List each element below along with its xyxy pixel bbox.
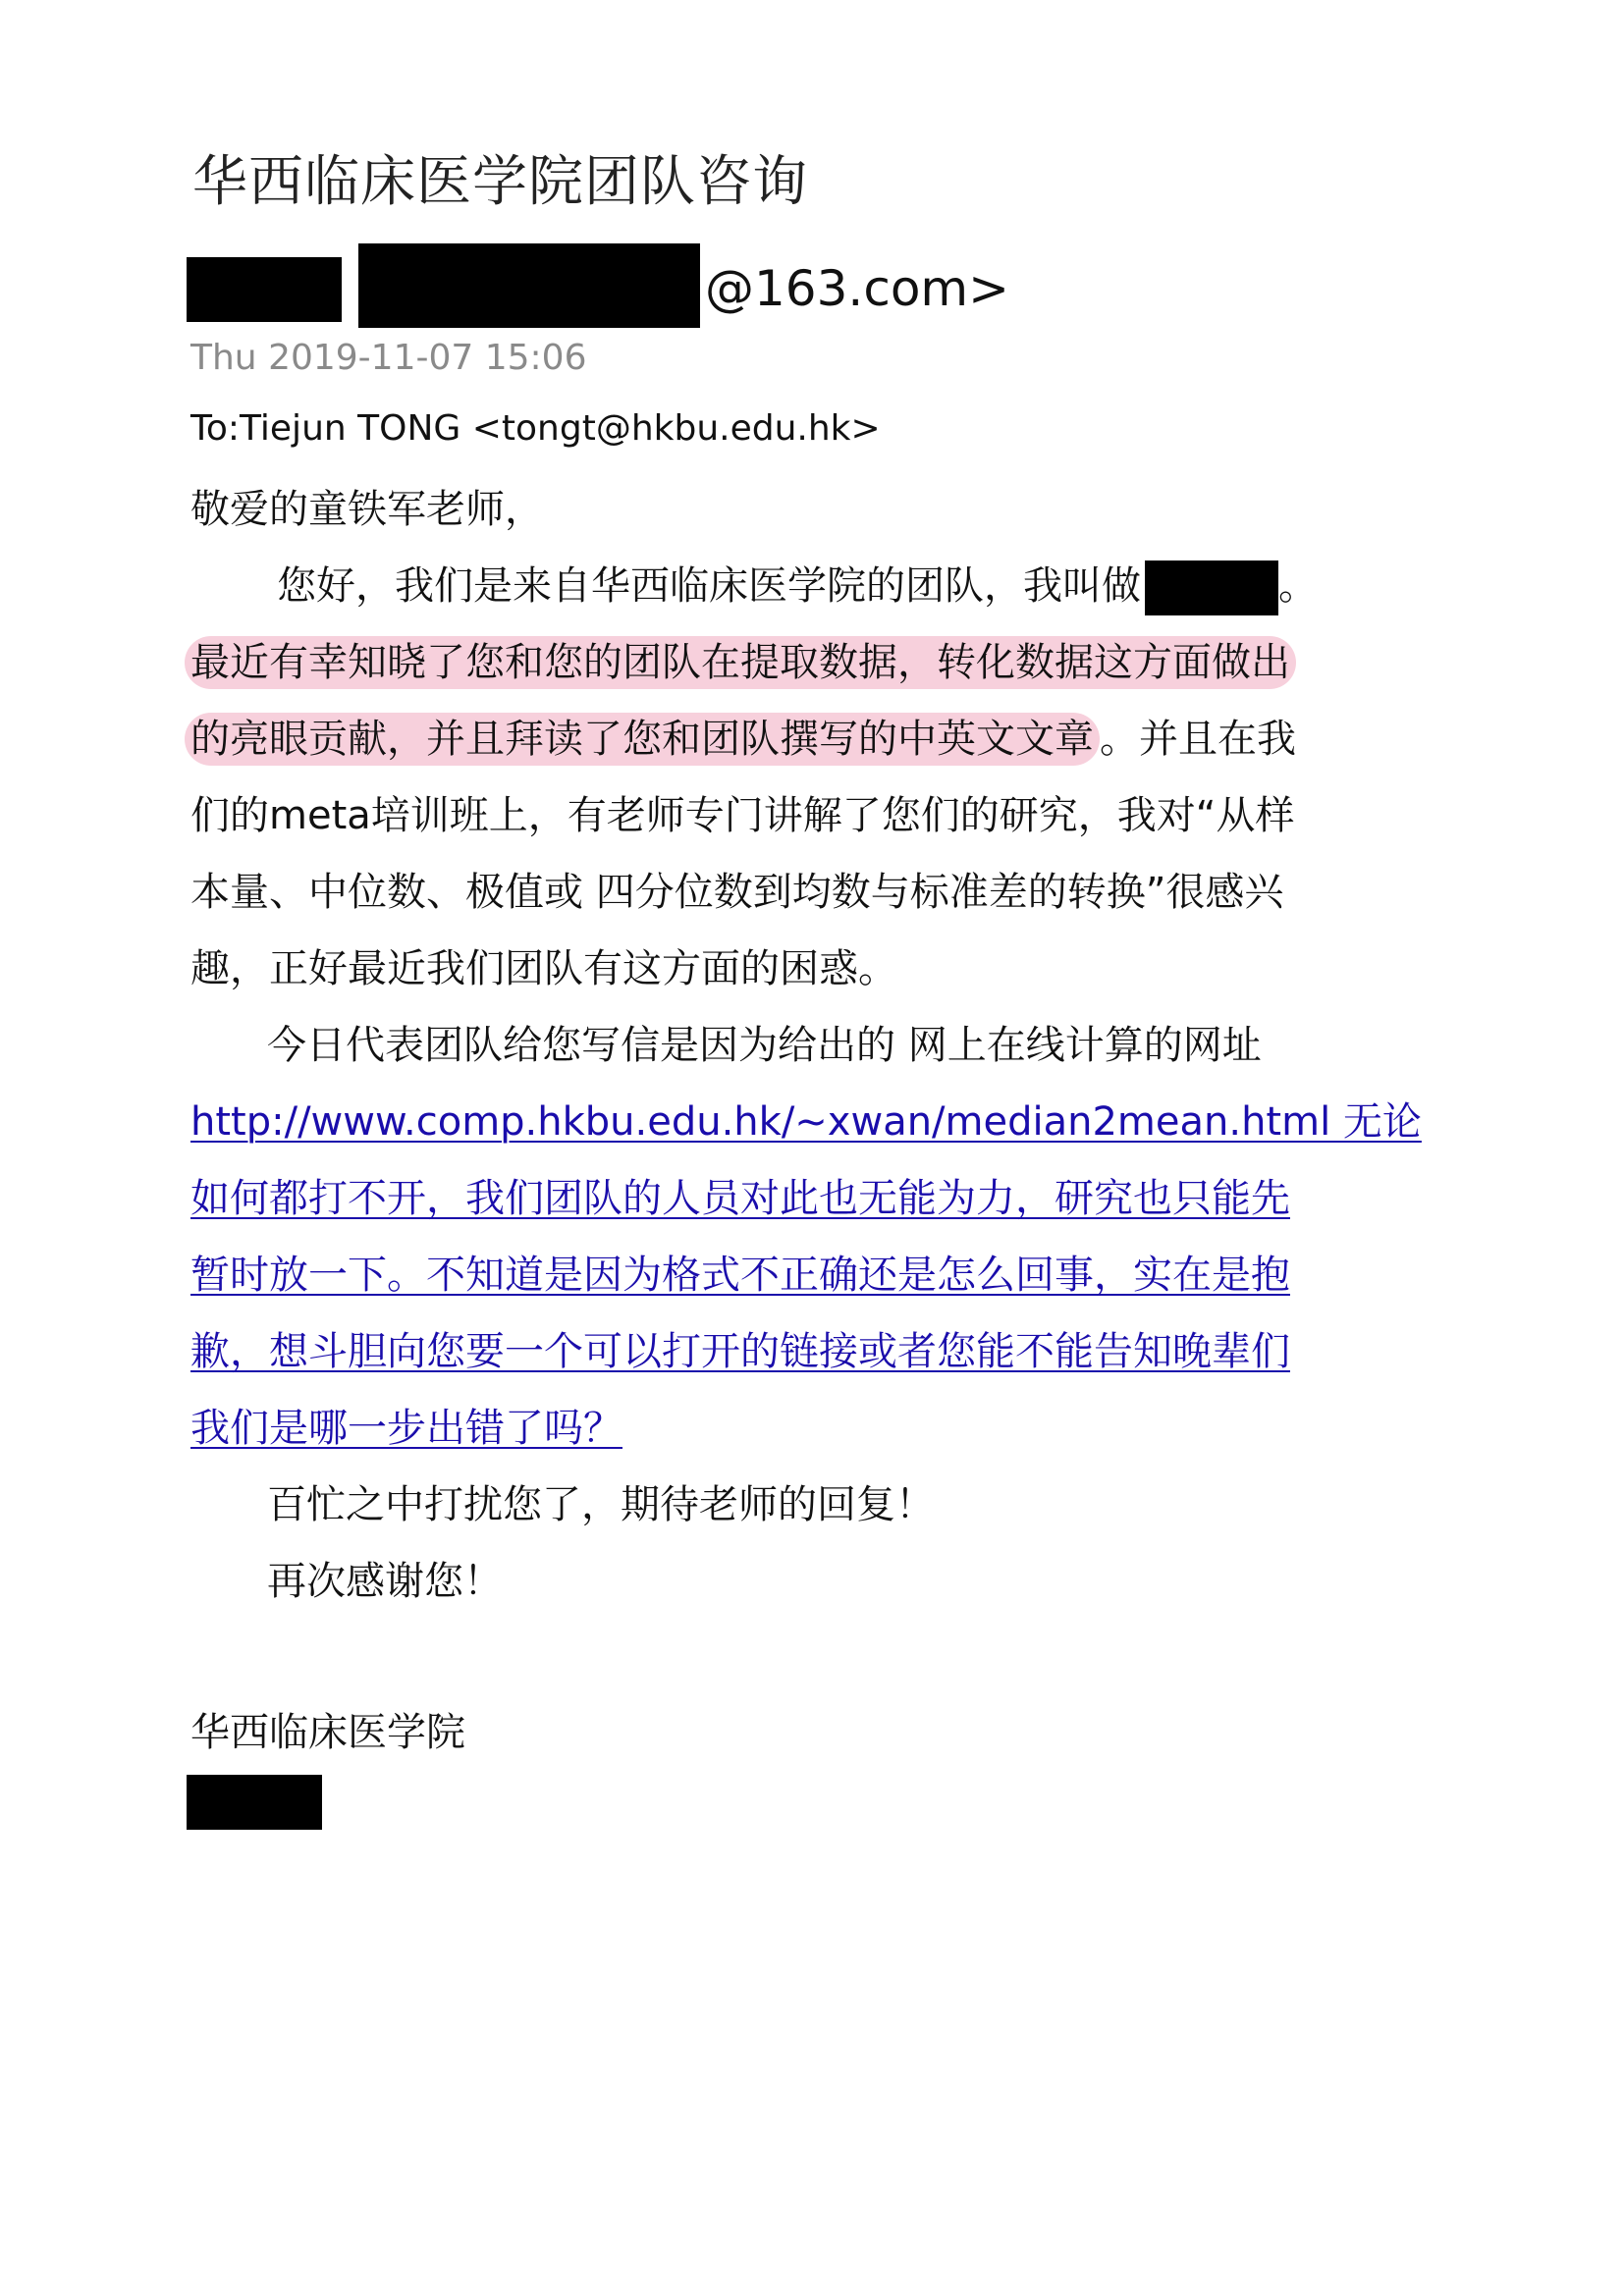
paragraph1-line4: 们的meta培训班上，有老师专门讲解了您们的研究，我对“从样 <box>190 793 1295 838</box>
greeting: 敬爱的童铁军老师， <box>190 487 544 532</box>
redacted-signature-name <box>187 1775 322 1830</box>
sender-line <box>187 243 1463 328</box>
paragraph1-line1: 您好，我们是来自华西临床医学院的团队，我叫做 。 <box>277 548 1318 624</box>
highlighted-text: 最近有幸知晓了您和您的团队在提取数据，转化数据这方面做出 <box>185 636 1296 689</box>
linked-text[interactable]: 如何都打不开，我们团队的人员对此也无能为力，研究也只能先 <box>190 1176 1290 1221</box>
paragraph2-line1: 今日代表团队给您写信是因为给出的 网上在线计算的网址 <box>267 1023 1262 1068</box>
link-line3[interactable] <box>190 1237 1290 1313</box>
redacted-sender-email <box>358 243 700 328</box>
calculator-url-link[interactable]: http://www.comp.hkbu.edu.hk/~xwan/median2mean.html 无论 <box>190 1099 1422 1145</box>
redacted-sender-name <box>187 257 342 322</box>
email-subject: 华西临床医学院团队咨询 <box>192 150 808 214</box>
recipient-line: To:Tiejun TONG <tongt@hkbu.edu.hk> <box>190 408 881 449</box>
linked-text[interactable]: 歉，想斗胆向您要一个可以打开的链接或者您能不能告知晚辈们 <box>190 1329 1290 1374</box>
link-line1[interactable] <box>190 1084 1422 1160</box>
link-line5[interactable] <box>190 1390 622 1467</box>
linked-text[interactable]: 我们是哪一步出错了吗？ <box>190 1406 622 1451</box>
sender-email-domain: @163.com> <box>705 260 1010 317</box>
paragraph1-line5: 本量、中位数、极值或 四分位数到均数与标准差的转换”很感兴 <box>190 870 1284 915</box>
paragraph1-line6: 趣，正好最近我们团队有这方面的困惑。 <box>190 946 897 991</box>
signature-institution: 华西临床医学院 <box>190 1710 465 1755</box>
email-date: Thu 2019-11-07 15:06 <box>190 338 587 378</box>
highlighted-text: 的亮眼贡献，并且拜读了您和团队撰写的中英文文章 <box>185 713 1100 766</box>
redacted-author-name <box>1145 561 1278 615</box>
link-line4[interactable] <box>190 1313 1290 1390</box>
link-line2[interactable] <box>190 1160 1290 1237</box>
paragraph1-line3: 的亮眼贡献，并且拜读了您和团队撰写的中英文文章 。并且在我 <box>190 701 1296 777</box>
closing-line2: 再次感谢您！ <box>267 1559 503 1604</box>
linked-text[interactable]: 暂时放一下。不知道是因为格式不正确还是怎么回事，实在是抱 <box>190 1253 1290 1298</box>
closing-line1: 百忙之中打扰您了，期待老师的回复！ <box>267 1482 935 1527</box>
paragraph1-line2 <box>190 624 1296 701</box>
